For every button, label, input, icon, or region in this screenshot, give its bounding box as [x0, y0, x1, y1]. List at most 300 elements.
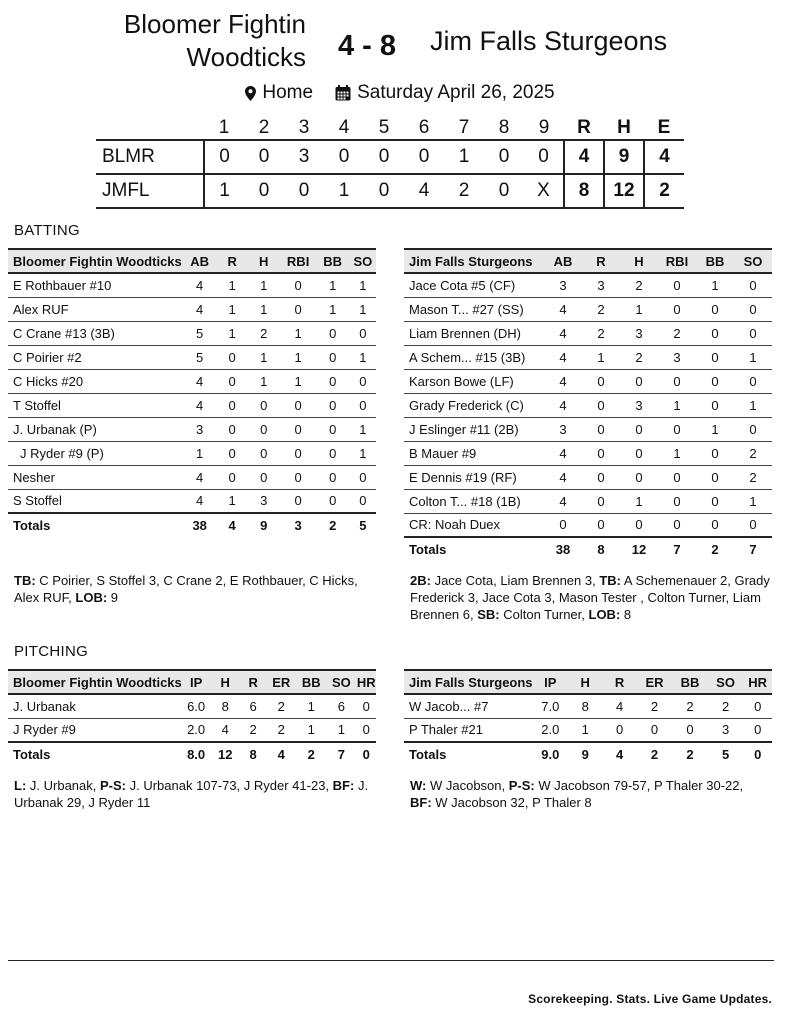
stat-column-header: AB — [544, 249, 582, 273]
note-text: Jace Cota, Liam Brennen 3, — [430, 573, 600, 588]
stat-column-header: SO — [326, 670, 356, 694]
stat-value: 2.0 — [533, 718, 568, 742]
stat-value: 0 — [696, 393, 734, 417]
stat-value: 1 — [296, 718, 326, 742]
stat-value: 8 — [568, 694, 602, 718]
player-name: J. Urbanak (P) — [8, 417, 182, 441]
inning-score: 0 — [244, 140, 284, 174]
total-value: 0 — [356, 742, 376, 766]
stat-column-header: AB — [182, 249, 218, 273]
stat-value: 0 — [582, 465, 620, 489]
batting-section-title: BATTING — [14, 222, 80, 239]
note-text: W Jacobson 32, P Thaler 8 — [431, 795, 592, 810]
stat-value: 7.0 — [533, 694, 568, 718]
stat-value: 0 — [350, 369, 376, 393]
stat-value: 4 — [182, 273, 218, 297]
stat-column-header: HR — [743, 670, 772, 694]
stat-value: 0 — [218, 417, 247, 441]
inning-score: 0 — [204, 140, 244, 174]
inning-score: 1 — [324, 174, 364, 208]
player-row — [404, 417, 772, 441]
stat-value: 0 — [218, 465, 247, 489]
note-label: W: — [410, 778, 427, 793]
team-column-header: Jim Falls Sturgeons — [404, 670, 533, 694]
total-value: 9 — [568, 742, 602, 766]
stat-value: 1 — [696, 273, 734, 297]
stat-value: 4 — [602, 694, 636, 718]
stat-column-header: IP — [533, 670, 568, 694]
stat-column-header: BB — [672, 670, 708, 694]
player-name: P Thaler #21 — [404, 718, 533, 742]
player-row — [404, 513, 772, 537]
stat-value: 1 — [620, 297, 658, 321]
stat-value: 2 — [247, 321, 281, 345]
linescore-row — [96, 174, 684, 208]
player-row — [404, 321, 772, 345]
stat-value: 0 — [316, 465, 350, 489]
total-value: 2 — [672, 742, 708, 766]
note-label: SB: — [477, 607, 500, 622]
stat-value: 2 — [734, 441, 772, 465]
note-text: Colton Turner, — [499, 607, 589, 622]
stat-value: 0 — [281, 393, 316, 417]
inning-score: 3 — [284, 140, 324, 174]
totals-row — [8, 742, 376, 766]
stat-value: 2 — [582, 321, 620, 345]
stat-value: 0 — [247, 465, 281, 489]
stat-value: 0 — [582, 513, 620, 537]
stat-value: 0 — [582, 393, 620, 417]
totals-label: Totals — [8, 742, 182, 766]
total-value: 4 — [602, 742, 636, 766]
stat-column-header: H — [247, 249, 281, 273]
inning-score: 0 — [364, 140, 404, 174]
footer-divider — [8, 960, 774, 961]
away-batting-notes — [14, 572, 364, 606]
stat-column-header: SO — [350, 249, 376, 273]
hits-total: 12 — [604, 174, 644, 208]
stat-value: 1 — [218, 489, 247, 513]
game-meta — [0, 82, 800, 104]
inning-header: 2 — [258, 116, 270, 138]
stat-value: 0 — [637, 718, 672, 742]
total-value: 9.0 — [533, 742, 568, 766]
total-value: 2 — [296, 742, 326, 766]
stat-header-row — [8, 670, 376, 694]
stat-value: 1 — [218, 321, 247, 345]
stat-value: 0 — [672, 718, 708, 742]
inning-score: 0 — [484, 174, 524, 208]
stat-value: 3 — [708, 718, 744, 742]
stat-value: 1 — [281, 345, 316, 369]
totals-row — [404, 742, 772, 766]
total-value: 2 — [637, 742, 672, 766]
stat-value: 0 — [582, 489, 620, 513]
stat-value: 0 — [316, 417, 350, 441]
total-value: 2 — [316, 513, 350, 537]
stat-value: 4 — [544, 369, 582, 393]
game-header — [0, 8, 800, 78]
stat-value: 0 — [316, 321, 350, 345]
player-name: Grady Frederick (C) — [404, 393, 544, 417]
stat-value: 0 — [247, 441, 281, 465]
stat-value: 4 — [182, 465, 218, 489]
linescore-team-header — [96, 116, 204, 140]
totals-row — [8, 513, 376, 537]
total-value: 5 — [708, 742, 744, 766]
stat-value: 2 — [620, 345, 658, 369]
stat-value: 0 — [281, 441, 316, 465]
inning-score: 0 — [284, 174, 324, 208]
note-label: LOB: — [588, 607, 621, 622]
stat-value: 0 — [696, 369, 734, 393]
total-value: 12 — [620, 537, 658, 561]
stat-column-header: SO — [734, 249, 772, 273]
player-name: Nesher — [8, 465, 182, 489]
inning-header: 6 — [418, 116, 430, 138]
team-column-header: Bloomer Fightin Woodticks — [8, 670, 182, 694]
stat-value: 0 — [281, 297, 316, 321]
stat-value: 0 — [658, 369, 696, 393]
total-value: 38 — [182, 513, 218, 537]
stat-column-header: BB — [696, 249, 734, 273]
linescore-header — [96, 116, 684, 140]
player-name: J Eslinger #11 (2B) — [404, 417, 544, 441]
stat-value: 1 — [218, 297, 247, 321]
note-text: W Jacobson, — [426, 778, 509, 793]
player-name: E Dennis #19 (RF) — [404, 465, 544, 489]
inning-score: 4 — [404, 174, 444, 208]
stat-column-header: H — [210, 670, 240, 694]
player-row — [8, 393, 376, 417]
note-label: TB: — [14, 573, 36, 588]
stat-value: 1 — [247, 345, 281, 369]
player-name: Mason T... #27 (SS) — [404, 297, 544, 321]
stat-value: 5 — [182, 321, 218, 345]
stat-column-header: HR — [356, 670, 376, 694]
stat-value: 4 — [182, 297, 218, 321]
player-row — [8, 369, 376, 393]
location-label: Home — [262, 82, 314, 103]
stat-column-header: R — [602, 670, 636, 694]
stat-value: 1 — [734, 345, 772, 369]
inning-header: 8 — [498, 116, 510, 138]
stat-value: 0 — [582, 441, 620, 465]
stat-value: 1 — [281, 321, 316, 345]
stat-value: 0 — [734, 417, 772, 441]
note-text: 8 — [620, 607, 632, 622]
stat-value: 1 — [326, 718, 356, 742]
total-value: 7 — [734, 537, 772, 561]
linescore-row — [96, 140, 684, 174]
note-text: W Jacobson 79-57, P Thaler 30-22, — [534, 778, 744, 793]
stat-value: 8 — [210, 694, 240, 718]
home-pitching-notes — [410, 777, 765, 811]
stat-column-header: R — [582, 249, 620, 273]
inning-score: 2 — [444, 174, 484, 208]
stat-value: 0 — [696, 441, 734, 465]
stat-value: 3 — [544, 417, 582, 441]
stat-value: 4 — [544, 393, 582, 417]
note-label: L: — [14, 778, 27, 793]
inning-header: 4 — [338, 116, 350, 138]
totals-label: Totals — [8, 513, 182, 537]
player-row — [8, 465, 376, 489]
stat-value: 0 — [620, 465, 658, 489]
total-value: 2 — [696, 537, 734, 561]
player-row — [404, 465, 772, 489]
stat-value: 0 — [247, 417, 281, 441]
player-row — [404, 441, 772, 465]
stat-value: 0 — [696, 345, 734, 369]
stat-value: 1 — [658, 441, 696, 465]
stat-value: 0 — [218, 393, 247, 417]
player-name: J. Urbanak — [8, 694, 182, 718]
player-name: T Stoffel — [8, 393, 182, 417]
footer-tagline: Scorekeeping. Stats. Live Game Updates. — [528, 992, 772, 1006]
stat-value: 1 — [658, 393, 696, 417]
stat-value: 4 — [544, 489, 582, 513]
hits-header: H — [617, 116, 631, 138]
totals-label: Totals — [404, 742, 533, 766]
stat-value: 2 — [734, 465, 772, 489]
stat-value: 0 — [620, 441, 658, 465]
stat-value: 4 — [544, 297, 582, 321]
player-name: Karson Bowe (LF) — [404, 369, 544, 393]
player-name: Jace Cota #5 (CF) — [404, 273, 544, 297]
inning-score: 0 — [244, 174, 284, 208]
player-row — [404, 718, 772, 742]
stat-value: 2 — [708, 694, 744, 718]
away-batting-table — [8, 248, 376, 537]
stat-value: 0 — [696, 465, 734, 489]
stat-value: 3 — [247, 489, 281, 513]
player-name: J Ryder #9 — [8, 718, 182, 742]
total-value: 7 — [326, 742, 356, 766]
player-row — [404, 345, 772, 369]
stat-value: 0 — [734, 297, 772, 321]
player-name: Liam Brennen (DH) — [404, 321, 544, 345]
player-name: S Stoffel — [8, 489, 182, 513]
linescore-table — [96, 116, 684, 209]
note-text: J. Urbanak, — [26, 778, 100, 793]
player-row — [8, 297, 376, 321]
stat-value: 2 — [266, 694, 296, 718]
player-row — [404, 297, 772, 321]
stat-value: 0 — [582, 417, 620, 441]
stat-value: 0 — [734, 273, 772, 297]
stat-header-row — [404, 670, 772, 694]
stat-value: 1 — [350, 417, 376, 441]
stat-value: 1 — [696, 417, 734, 441]
stat-value: 0 — [658, 297, 696, 321]
total-value: 12 — [210, 742, 240, 766]
stat-value: 4 — [544, 465, 582, 489]
player-row — [404, 369, 772, 393]
stat-value: 0 — [734, 369, 772, 393]
note-label: P-S: — [99, 778, 126, 793]
stat-value: 0 — [696, 297, 734, 321]
team-column-header: Jim Falls Sturgeons — [404, 249, 544, 273]
stat-value: 0 — [620, 513, 658, 537]
inning-header: 7 — [458, 116, 470, 138]
stat-value: 0 — [620, 369, 658, 393]
stat-value: 4 — [544, 345, 582, 369]
inning-header: 1 — [218, 116, 230, 138]
stat-column-header: H — [620, 249, 658, 273]
stat-value: 4 — [182, 369, 218, 393]
total-value: 3 — [281, 513, 316, 537]
stat-column-header: ER — [266, 670, 296, 694]
stat-value: 0 — [658, 489, 696, 513]
home-team-name: Jim Falls Sturgeons — [430, 26, 668, 56]
stat-value: 3 — [620, 321, 658, 345]
stat-column-header: IP — [182, 670, 211, 694]
stat-value: 0 — [281, 417, 316, 441]
inning-score: 0 — [524, 140, 564, 174]
stat-value: 3 — [544, 273, 582, 297]
stat-value: 1 — [247, 369, 281, 393]
player-row — [404, 393, 772, 417]
note-text: J. Urbanak 29, J Ryder 11 — [14, 778, 369, 810]
total-value: 8.0 — [182, 742, 211, 766]
player-name: B Mauer #9 — [404, 441, 544, 465]
stat-value: 0 — [734, 513, 772, 537]
stat-value: 0 — [218, 345, 247, 369]
inning-score: 1 — [444, 140, 484, 174]
note-label: P-S: — [508, 778, 535, 793]
player-name: E Rothbauer #10 — [8, 273, 182, 297]
stat-value: 2 — [620, 273, 658, 297]
stat-value: 2 — [672, 694, 708, 718]
stat-column-header: RBI — [281, 249, 316, 273]
home-batting-table — [404, 248, 772, 561]
stat-value: 0 — [350, 321, 376, 345]
inning-header: 5 — [378, 116, 390, 138]
stat-value: 1 — [734, 489, 772, 513]
stat-value: 0 — [247, 393, 281, 417]
stat-value: 0 — [582, 369, 620, 393]
stat-value: 1 — [620, 489, 658, 513]
stat-value: 1 — [350, 441, 376, 465]
stat-value: 0 — [620, 417, 658, 441]
player-name: A Schem... #15 (3B) — [404, 345, 544, 369]
stat-value: 1 — [350, 273, 376, 297]
note-label: 2B: — [410, 573, 431, 588]
stat-value: 0 — [696, 489, 734, 513]
player-row — [404, 489, 772, 513]
note-text: J. Urbanak 107-73, J Ryder 41-23, — [125, 778, 333, 793]
stat-column-header: RBI — [658, 249, 696, 273]
hits-total: 9 — [604, 140, 644, 174]
note-text: A Schemenauer 2, Grady Frederick 3, Jace Cota 3, Mason Tester , Colton Turner, Liam Brennen 6, — [410, 573, 770, 622]
player-name: W Jacob... #7 — [404, 694, 533, 718]
stat-value: 0 — [658, 273, 696, 297]
stat-header-row — [404, 249, 772, 273]
stat-value: 3 — [658, 345, 696, 369]
away-team-name — [76, 8, 306, 74]
stat-column-header: H — [568, 670, 602, 694]
stat-value: 0 — [350, 465, 376, 489]
stat-value: 1 — [182, 441, 218, 465]
stat-column-header: R — [240, 670, 266, 694]
inning-score: 0 — [404, 140, 444, 174]
stat-value: 0 — [658, 513, 696, 537]
player-row — [8, 718, 376, 742]
stat-value: 1 — [350, 345, 376, 369]
inning-header: 9 — [538, 116, 550, 138]
note-text: C Poirier, S Stoffel 3, C Crane 2, E Rothbauer, C Hicks, Alex RUF, — [14, 573, 358, 605]
inning-score: 0 — [364, 174, 404, 208]
away-pitching-table — [8, 669, 376, 766]
stat-value: 0 — [316, 441, 350, 465]
stat-value: 1 — [296, 694, 326, 718]
stat-value: 0 — [218, 441, 247, 465]
stat-value: 1 — [247, 273, 281, 297]
player-name: CR: Noah Duex — [404, 513, 544, 537]
team-column-header: Bloomer Fightin Woodticks — [8, 249, 182, 273]
stat-value: 4 — [182, 393, 218, 417]
player-row — [8, 441, 376, 465]
linescore-team: JMFL — [96, 174, 204, 208]
total-value: 8 — [240, 742, 266, 766]
final-score: 4 - 8 — [338, 30, 397, 62]
stat-column-header: SO — [708, 670, 744, 694]
stat-value: 0 — [316, 369, 350, 393]
stat-column-header: R — [218, 249, 247, 273]
stat-value: 1 — [247, 297, 281, 321]
stat-value: 0 — [658, 465, 696, 489]
runs-total: 8 — [564, 174, 604, 208]
player-row — [8, 321, 376, 345]
errors-header: E — [657, 116, 671, 138]
inning-score: 1 — [204, 174, 244, 208]
total-value: 7 — [658, 537, 696, 561]
away-team-name-line2: Woodticks — [186, 42, 306, 72]
stat-value: 6 — [240, 694, 266, 718]
player-row — [404, 273, 772, 297]
errors-total: 2 — [644, 174, 684, 208]
pitching-section-title: PITCHING — [14, 643, 89, 660]
away-pitching-notes — [14, 777, 374, 811]
note-text: 9 — [107, 590, 119, 605]
inning-score: 0 — [484, 140, 524, 174]
stat-value: 5 — [182, 345, 218, 369]
stat-value: 0 — [218, 369, 247, 393]
stat-value: 0 — [316, 345, 350, 369]
totals-row — [404, 537, 772, 561]
stat-value: 0 — [316, 489, 350, 513]
stat-value: 1 — [350, 297, 376, 321]
total-value: 4 — [218, 513, 247, 537]
home-pitching-table — [404, 669, 772, 766]
total-value: 4 — [266, 742, 296, 766]
stat-value: 0 — [281, 489, 316, 513]
player-row — [404, 694, 772, 718]
stat-value: 0 — [356, 694, 376, 718]
stat-value: 6.0 — [182, 694, 211, 718]
stat-value: 1 — [281, 369, 316, 393]
stat-value: 4 — [210, 718, 240, 742]
stat-value: 3 — [620, 393, 658, 417]
stat-value: 1 — [734, 393, 772, 417]
player-name: J Ryder #9 (P) — [8, 441, 182, 465]
note-label: TB: — [599, 573, 621, 588]
stat-value: 0 — [544, 513, 582, 537]
total-value: 38 — [544, 537, 582, 561]
stat-value: 4 — [544, 321, 582, 345]
stat-value: 0 — [350, 489, 376, 513]
